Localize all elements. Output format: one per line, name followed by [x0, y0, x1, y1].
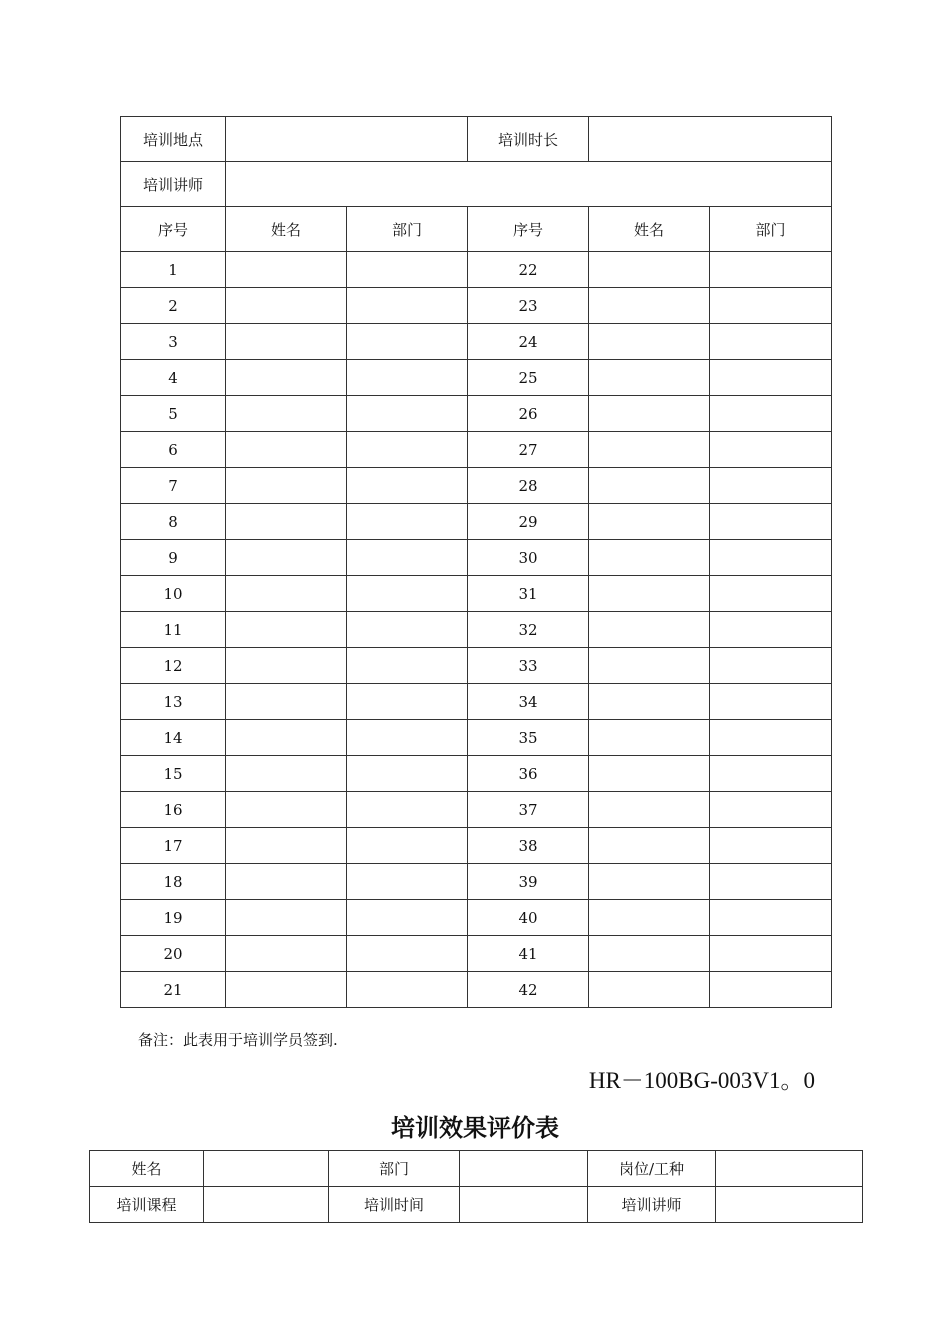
- dept-cell[interactable]: [710, 576, 832, 612]
- seq-number-cell: 16: [121, 792, 226, 828]
- name-cell[interactable]: [589, 612, 710, 648]
- column-header-row: [121, 207, 832, 252]
- location-label: 培训地点: [121, 117, 226, 162]
- eval-instructor-field[interactable]: [716, 1187, 863, 1223]
- signin-row: [121, 252, 832, 288]
- instructor-row: [121, 162, 832, 207]
- name-cell[interactable]: [589, 900, 710, 936]
- dept-cell[interactable]: [347, 864, 468, 900]
- name-field[interactable]: [204, 1151, 329, 1187]
- seq-number-cell: 32: [468, 612, 589, 648]
- seq-number-cell: 31: [468, 576, 589, 612]
- dept-cell[interactable]: [710, 324, 832, 360]
- seq-number-cell: 17: [121, 828, 226, 864]
- signin-row: [121, 324, 832, 360]
- name-cell[interactable]: [589, 684, 710, 720]
- signin-row: [121, 720, 832, 756]
- name-cell[interactable]: [589, 756, 710, 792]
- name-cell[interactable]: [589, 252, 710, 288]
- seq-number-cell: 9: [121, 540, 226, 576]
- name-cell[interactable]: [226, 252, 347, 288]
- seq-number-cell: 19: [121, 900, 226, 936]
- dept-cell[interactable]: [347, 792, 468, 828]
- dept-cell[interactable]: [347, 936, 468, 972]
- seq-number-cell: 11: [121, 612, 226, 648]
- seq-number-cell: 26: [468, 396, 589, 432]
- column-header: 序号: [121, 207, 226, 252]
- dept-cell[interactable]: [710, 396, 832, 432]
- name-cell[interactable]: [226, 684, 347, 720]
- dept-cell[interactable]: [347, 252, 468, 288]
- time-label: 培训时间: [329, 1187, 460, 1223]
- dept-cell[interactable]: [710, 360, 832, 396]
- name-cell[interactable]: [589, 468, 710, 504]
- seq-number-cell: 24: [468, 324, 589, 360]
- duration-field[interactable]: [589, 117, 832, 162]
- dept-cell[interactable]: [710, 720, 832, 756]
- seq-number-cell: 1: [121, 252, 226, 288]
- instructor-field[interactable]: [226, 162, 832, 207]
- seq-number-cell: 40: [468, 900, 589, 936]
- dept-cell[interactable]: [347, 684, 468, 720]
- name-cell[interactable]: [589, 720, 710, 756]
- location-field[interactable]: [226, 117, 468, 162]
- signin-row: [121, 612, 832, 648]
- seq-number-cell: 25: [468, 360, 589, 396]
- name-cell[interactable]: [589, 396, 710, 432]
- seq-number-cell: 12: [121, 648, 226, 684]
- seq-number-cell: 28: [468, 468, 589, 504]
- dept-cell[interactable]: [710, 432, 832, 468]
- name-cell[interactable]: [589, 972, 710, 1008]
- dept-cell[interactable]: [347, 396, 468, 432]
- seq-number-cell: 2: [121, 288, 226, 324]
- evaluation-row-1: [90, 1151, 863, 1187]
- signin-row: [121, 792, 832, 828]
- column-header: 部门: [347, 207, 468, 252]
- seq-number-cell: 7: [121, 468, 226, 504]
- dept-cell[interactable]: [710, 972, 832, 1008]
- dept-cell[interactable]: [347, 468, 468, 504]
- document-code: HR－100BG-003V1。0: [588, 1068, 815, 1093]
- name-cell[interactable]: [226, 468, 347, 504]
- signin-rows: [121, 252, 832, 1008]
- seq-number-cell: 4: [121, 360, 226, 396]
- dept-cell[interactable]: [710, 828, 832, 864]
- signin-row: [121, 756, 832, 792]
- seq-number-cell: 20: [121, 936, 226, 972]
- signin-row: [121, 648, 832, 684]
- name-cell[interactable]: [226, 396, 347, 432]
- dept-cell[interactable]: [347, 540, 468, 576]
- name-cell[interactable]: [589, 576, 710, 612]
- name-cell[interactable]: [589, 936, 710, 972]
- name-cell[interactable]: [226, 324, 347, 360]
- seq-number-cell: 29: [468, 504, 589, 540]
- dept-cell[interactable]: [710, 684, 832, 720]
- seq-number-cell: 6: [121, 432, 226, 468]
- seq-number-cell: 39: [468, 864, 589, 900]
- name-cell[interactable]: [589, 540, 710, 576]
- seq-number-cell: 22: [468, 252, 589, 288]
- signin-row: [121, 288, 832, 324]
- seq-number-cell: 23: [468, 288, 589, 324]
- seq-number-cell: 8: [121, 504, 226, 540]
- course-label: 培训课程: [90, 1187, 204, 1223]
- dept-cell[interactable]: [347, 288, 468, 324]
- dept-label: 部门: [329, 1151, 460, 1187]
- dept-cell[interactable]: [347, 432, 468, 468]
- dept-cell[interactable]: [347, 324, 468, 360]
- dept-cell[interactable]: [347, 900, 468, 936]
- name-cell[interactable]: [226, 756, 347, 792]
- name-cell[interactable]: [226, 288, 347, 324]
- evaluation-title: 培训效果评价表: [391, 1113, 559, 1142]
- dept-cell[interactable]: [347, 756, 468, 792]
- column-header: 部门: [710, 207, 832, 252]
- column-header: 姓名: [589, 207, 710, 252]
- name-cell[interactable]: [226, 612, 347, 648]
- seq-number-cell: 3: [121, 324, 226, 360]
- seq-number-cell: 37: [468, 792, 589, 828]
- seq-number-cell: 41: [468, 936, 589, 972]
- name-cell[interactable]: [226, 648, 347, 684]
- dept-cell[interactable]: [710, 540, 832, 576]
- name-label: 姓名: [90, 1151, 204, 1187]
- signin-row: [121, 540, 832, 576]
- signin-row: [121, 396, 832, 432]
- dept-cell[interactable]: [347, 720, 468, 756]
- name-cell[interactable]: [589, 864, 710, 900]
- name-cell[interactable]: [226, 432, 347, 468]
- seq-number-cell: 36: [468, 756, 589, 792]
- duration-label: 培训时长: [468, 117, 589, 162]
- seq-number-cell: 34: [468, 684, 589, 720]
- dept-cell[interactable]: [710, 864, 832, 900]
- name-cell[interactable]: [226, 504, 347, 540]
- dept-cell[interactable]: [710, 900, 832, 936]
- eval-instructor-label: 培训讲师: [588, 1187, 716, 1223]
- location-row: [121, 117, 832, 162]
- column-header: 姓名: [226, 207, 347, 252]
- name-cell[interactable]: [226, 360, 347, 396]
- signin-row: [121, 900, 832, 936]
- dept-cell[interactable]: [347, 612, 468, 648]
- signin-row: [121, 432, 832, 468]
- evaluation-table: [89, 1150, 863, 1223]
- signin-row: [121, 504, 832, 540]
- name-cell[interactable]: [589, 432, 710, 468]
- name-cell[interactable]: [226, 828, 347, 864]
- signin-row: [121, 864, 832, 900]
- dept-cell[interactable]: [710, 612, 832, 648]
- dept-cell[interactable]: [710, 252, 832, 288]
- position-field[interactable]: [716, 1151, 863, 1187]
- name-cell[interactable]: [589, 360, 710, 396]
- name-cell[interactable]: [226, 900, 347, 936]
- name-cell[interactable]: [226, 720, 347, 756]
- name-cell[interactable]: [589, 324, 710, 360]
- seq-number-cell: 21: [121, 972, 226, 1008]
- column-header: 序号: [468, 207, 589, 252]
- seq-number-cell: 33: [468, 648, 589, 684]
- name-cell[interactable]: [589, 792, 710, 828]
- signin-row: [121, 468, 832, 504]
- signin-row: [121, 828, 832, 864]
- dept-cell[interactable]: [710, 468, 832, 504]
- seq-number-cell: 13: [121, 684, 226, 720]
- instructor-label: 培训讲师: [121, 162, 226, 207]
- signin-table: [120, 116, 832, 1008]
- seq-number-cell: 35: [468, 720, 589, 756]
- seq-number-cell: 27: [468, 432, 589, 468]
- dept-cell[interactable]: [347, 648, 468, 684]
- evaluation-row-2: [90, 1187, 863, 1223]
- name-cell[interactable]: [589, 504, 710, 540]
- seq-number-cell: 18: [121, 864, 226, 900]
- seq-number-cell: 15: [121, 756, 226, 792]
- name-cell[interactable]: [589, 828, 710, 864]
- dept-field[interactable]: [460, 1151, 588, 1187]
- dept-cell[interactable]: [347, 360, 468, 396]
- dept-cell[interactable]: [347, 504, 468, 540]
- dept-cell[interactable]: [710, 792, 832, 828]
- name-cell[interactable]: [226, 972, 347, 1008]
- signin-note: 备注：此表用于培训学员签到.: [138, 1031, 338, 1049]
- seq-number-cell: 10: [121, 576, 226, 612]
- seq-number-cell: 42: [468, 972, 589, 1008]
- dept-cell[interactable]: [347, 576, 468, 612]
- dept-cell[interactable]: [347, 828, 468, 864]
- seq-number-cell: 14: [121, 720, 226, 756]
- seq-number-cell: 30: [468, 540, 589, 576]
- course-field[interactable]: [204, 1187, 329, 1223]
- signin-row: [121, 360, 832, 396]
- dept-cell[interactable]: [347, 972, 468, 1008]
- seq-number-cell: 38: [468, 828, 589, 864]
- dept-cell[interactable]: [710, 288, 832, 324]
- dept-cell[interactable]: [710, 936, 832, 972]
- signin-row: [121, 972, 832, 1008]
- dept-cell[interactable]: [710, 504, 832, 540]
- name-cell[interactable]: [589, 648, 710, 684]
- name-cell[interactable]: [226, 936, 347, 972]
- signin-row: [121, 576, 832, 612]
- name-cell[interactable]: [589, 288, 710, 324]
- name-cell[interactable]: [226, 864, 347, 900]
- seq-number-cell: 5: [121, 396, 226, 432]
- name-cell[interactable]: [226, 540, 347, 576]
- name-cell[interactable]: [226, 792, 347, 828]
- signin-row: [121, 936, 832, 972]
- position-label: 岗位/工种: [588, 1151, 716, 1187]
- dept-cell[interactable]: [710, 648, 832, 684]
- time-field[interactable]: [460, 1187, 588, 1223]
- signin-row: [121, 684, 832, 720]
- dept-cell[interactable]: [710, 756, 832, 792]
- name-cell[interactable]: [226, 576, 347, 612]
